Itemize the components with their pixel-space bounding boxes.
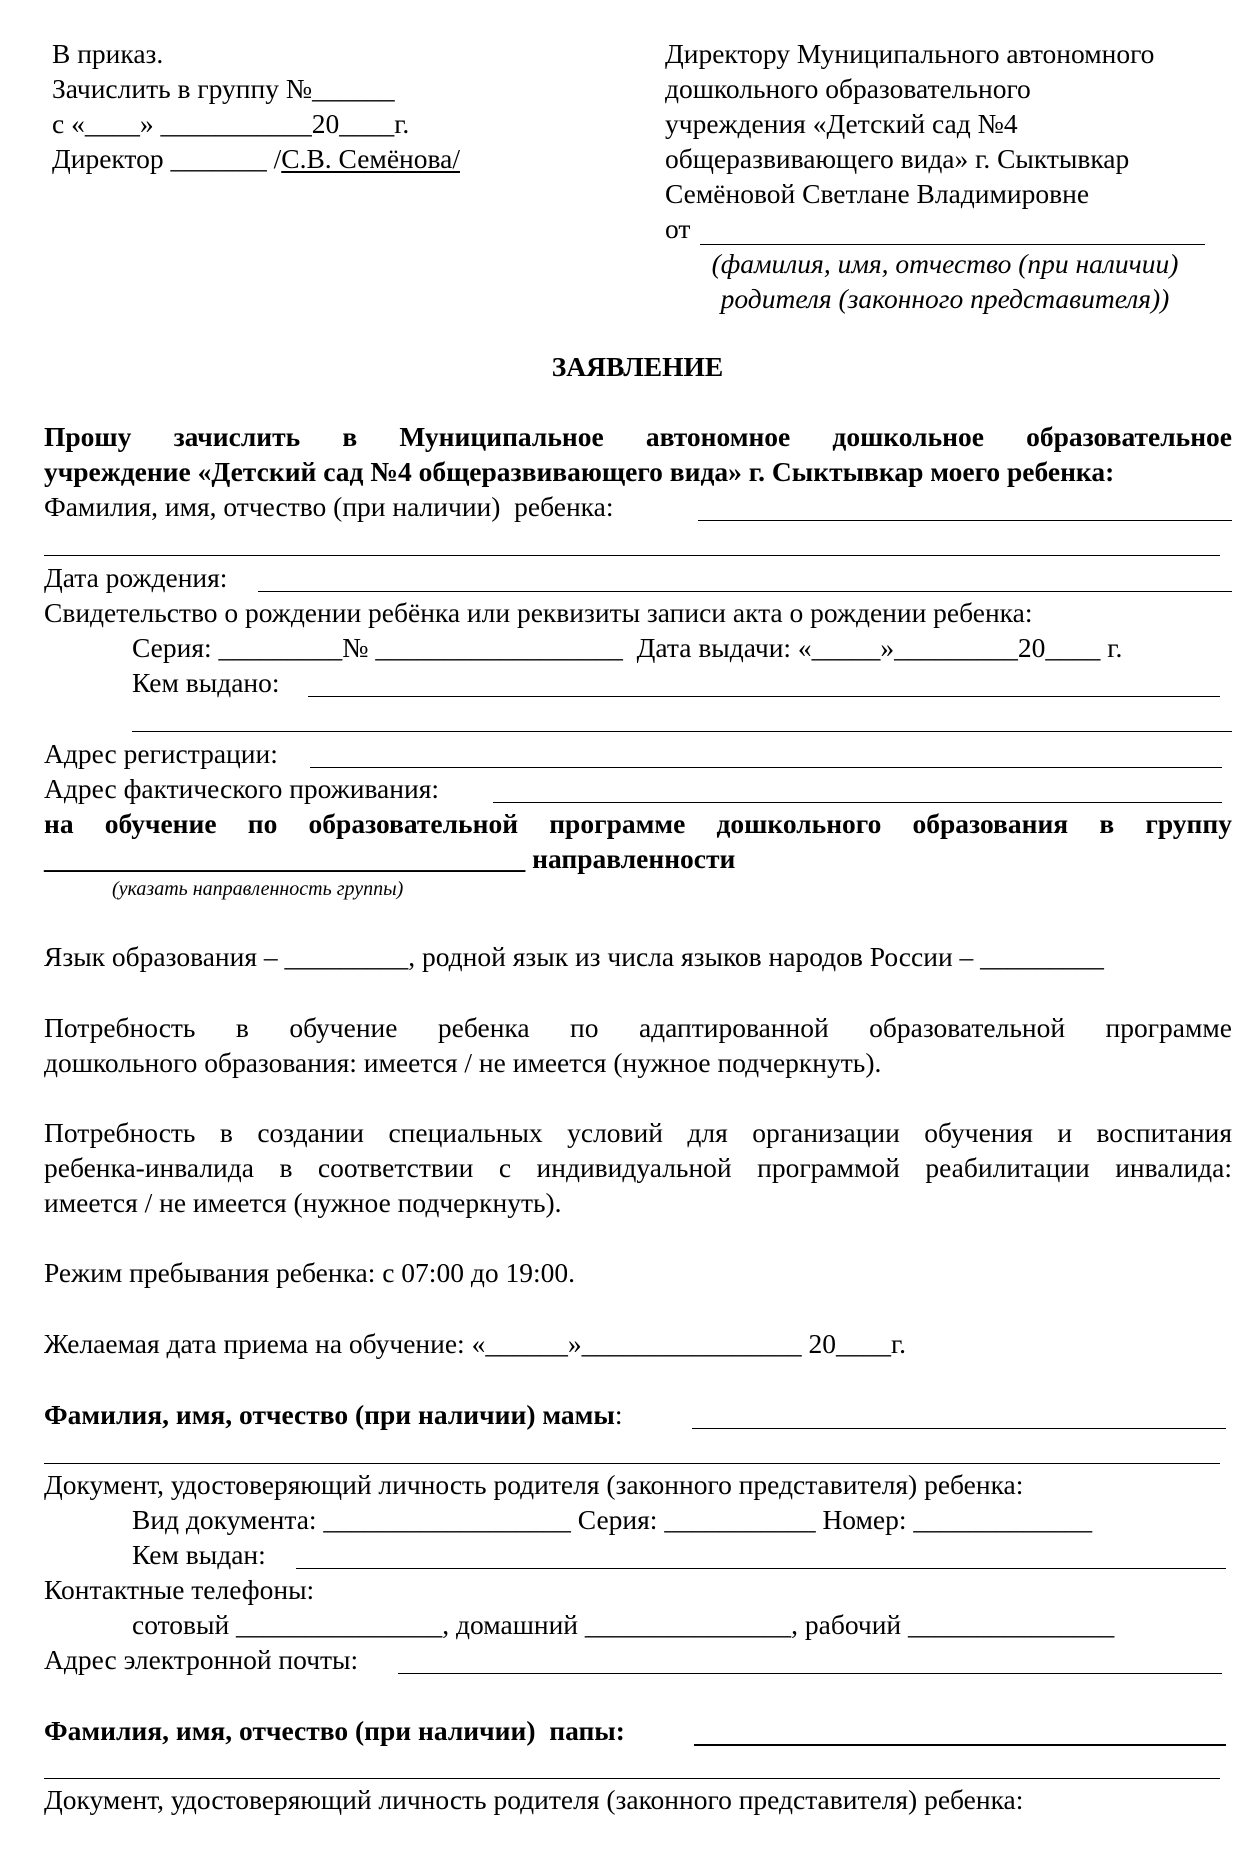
page-title: ЗАЯВЛЕНИЕ: [551, 351, 724, 382]
father-fio-label: Фамилия, имя, отчество (при наличии) папы:: [44, 1715, 625, 1746]
child-fio-label: Фамилия, имя, отчество (при наличии) ребенка:: [44, 491, 614, 522]
email-line: [398, 1673, 1222, 1674]
addressee-line-1: Директору Муниципального автономного: [665, 38, 1155, 69]
certificate-issued-line-2: [132, 731, 1232, 732]
child-fio-line-2: [44, 555, 1220, 556]
birth-certificate-label: Свидетельство о рождении ребёнка или реквизиты записи акта о рождении ребенка:: [44, 597, 1033, 628]
program-line-1: на обучение по образовательной программе дошкольного образования в группу: [44, 808, 1232, 839]
email-label: Адрес электронной почты:: [44, 1644, 359, 1675]
registration-address-label: Адрес регистрации:: [44, 738, 278, 769]
special-conditions-line-3: имеется / не имеется (нужное подчеркнуть).: [44, 1187, 562, 1218]
father-fio-line-2: [44, 1778, 1220, 1779]
mother-fio-line: [692, 1428, 1226, 1429]
addressee-line-4: общеразвивающего вида» г. Сыктывкар: [665, 143, 1130, 174]
addressee-line-3: учреждения «Детский сад №4: [665, 108, 1018, 139]
order-line-1: В приказ.: [52, 38, 164, 69]
actual-address-line: [493, 802, 1222, 803]
mother-fio-label: [44, 1397, 623, 1432]
father-document-label: Документ, удостоверяющий личность родителя (законного представителя) ребенка:: [44, 1784, 1024, 1815]
director-name: С.В. Семёнова/: [281, 143, 460, 174]
child-fio-line: [698, 520, 1232, 521]
addressee-hint-2: родителя (законного представителя)): [720, 283, 1170, 314]
program-hint: (указать направленность группы): [112, 878, 404, 900]
order-line-3: с «____» ___________20____г.: [52, 108, 410, 139]
request-line-2: учреждение «Детский сад №4 общеразвивающего вида» г. Сыктывкар моего ребенка:: [44, 456, 1115, 487]
child-dob-label: Дата рождения:: [44, 562, 228, 593]
mother-fio-colon: :: [614, 1399, 623, 1430]
actual-address-label: Адрес фактического проживания:: [44, 773, 439, 804]
adapted-program-line-1: Потребность в обучение ребенка по адаптированной образовательной программе: [44, 1012, 1232, 1043]
mother-document-label: Документ, удостоверяющий личность родителя (законного представителя) ребенка:: [44, 1469, 1024, 1500]
registration-address-line: [310, 767, 1222, 768]
mother-issued-label: Кем выдан:: [132, 1539, 266, 1570]
addressee-hint-1: (фамилия, имя, отчество (при наличии): [711, 248, 1179, 279]
certificate-issued-line: [308, 696, 1220, 697]
addressee-from-label: от: [665, 213, 691, 244]
addressee-line-2: дошкольного образовательного: [665, 73, 1031, 104]
mother-fio-line-2: [44, 1463, 1220, 1464]
special-conditions-line-2: ребенка-инвалида в соответствии с индивидуальной программой реабилитации инвалида:: [44, 1152, 1232, 1183]
order-line-4: [52, 141, 460, 176]
language-line: Язык образования – _________, родной язык из числа языков народов России – _________: [44, 941, 1104, 972]
applicant-name-line: [700, 244, 1205, 245]
order-line-2: Зачислить в группу №______: [52, 73, 395, 104]
addressee-line-5: Семёновой Светлане Владимировне: [665, 178, 1090, 209]
mother-document-fields: Вид документа: __________________ Серия: ___________ Номер: _____________: [132, 1504, 1093, 1535]
schedule-line: Режим пребывания ребенка: с 07:00 до 19:00.: [44, 1257, 575, 1288]
adapted-program-line-2: дошкольного образования: имеется / не имеется (нужное подчеркнуть).: [44, 1047, 882, 1078]
phones-label: Контактные телефоны:: [44, 1574, 315, 1605]
certificate-issued-label: Кем выдано:: [132, 667, 280, 698]
director-label: Директор _______ /: [52, 143, 282, 174]
mother-fio-bold: Фамилия, имя, отчество (при наличии) мамы: [44, 1399, 615, 1430]
certificate-series-fields: Серия: _________№ __________________ Дата выдачи: «_____»_________20____ г.: [132, 632, 1123, 663]
desired-date-line: Желаемая дата приема на обучение: «______»________________ 20____г.: [44, 1328, 906, 1359]
phones-fields: сотовый _______________, домашний _______________, рабочий _______________: [132, 1609, 1115, 1640]
mother-issued-line: [296, 1568, 1226, 1569]
father-fio-line: [694, 1744, 1226, 1746]
request-line-1: Прошу зачислить в Муниципальное автономное дошкольное образовательное: [44, 421, 1232, 452]
child-dob-line: [258, 591, 1232, 592]
special-conditions-line-1: Потребность в создании специальных условий для организации обучения и воспитания: [44, 1117, 1232, 1148]
program-line-2: ___________________________________ направленности: [44, 843, 736, 874]
